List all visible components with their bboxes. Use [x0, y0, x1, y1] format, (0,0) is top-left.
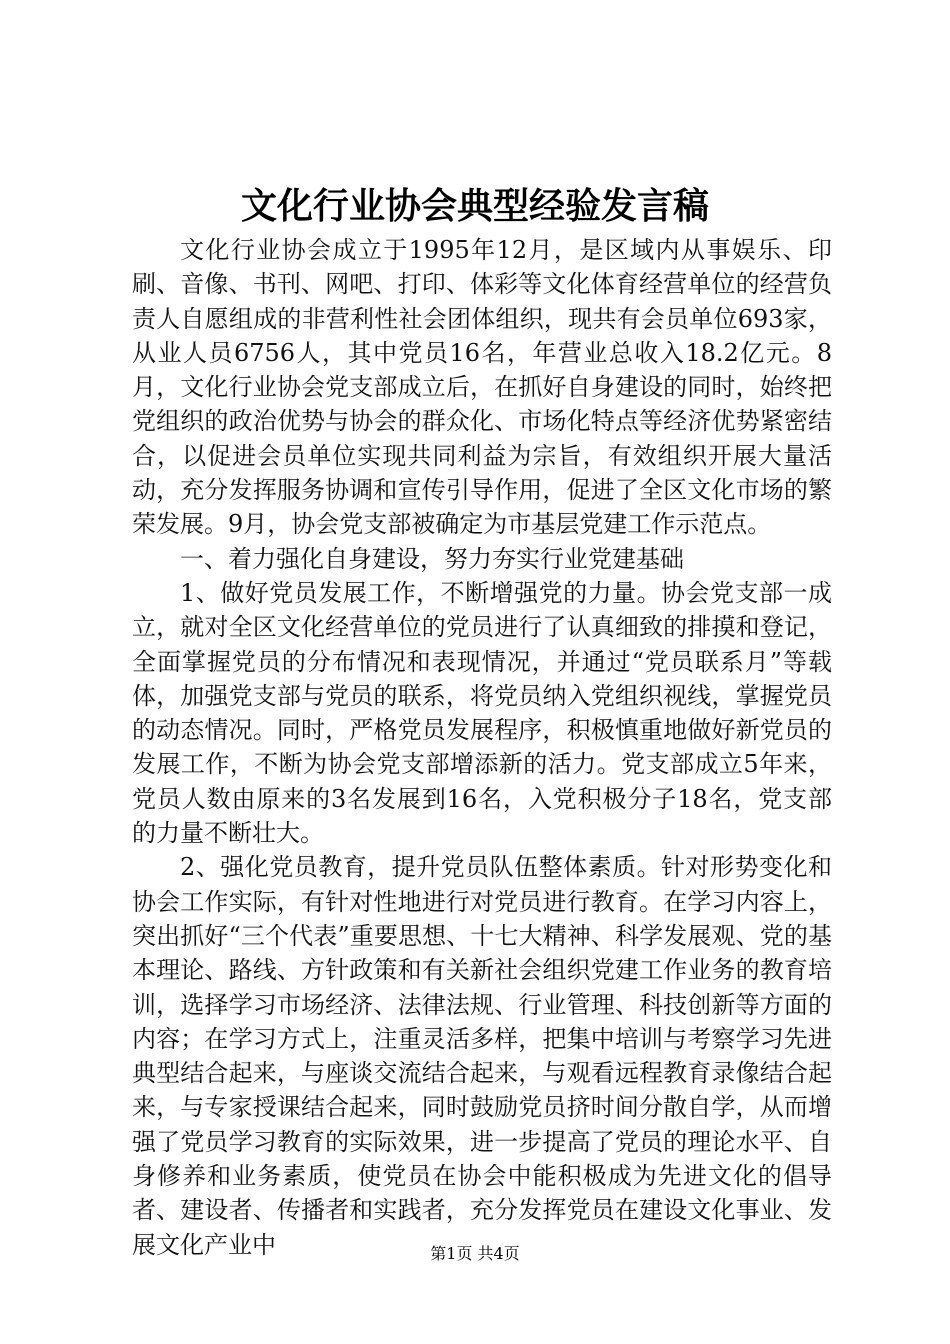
section-heading-1: 一、着力强化自身建设，努力夯实行业党建基础 — [180, 544, 684, 573]
paragraph-item-2: 2、强化党员教育，提升党员队伍整体素质。针对形势变化和协会工作实际，有针对性地进行对党员进行教育。在学习内容上，突出抓好“三个代表”重要思想、十七大精神、科学发展观、党的基本理论、路线、方针政策和有关新社会组织党建工作业务的教育培训，选择学习市场经济、法律法规、行业管理、科技创新等方面的内容；在学习方式上，注重灵活多样，把集中培训与考察学习先进典型结合起来，与座谈交流结合起来，与观看远程教育录像结合起来，与专家授课结合起来，同时鼓励党员挤时间分散自学，从而增强了党员学习教育的实际效果，进一步提高了党员的理论水平、自身修养和业务素质，使党员在协会中能积极成为先进文化的倡导者、建设者、传播者和实践者，充分发挥党员在建设文化事业、发展文化产业中 — [132, 853, 832, 1259]
document-title: 文化行业协会典型经验发言稿 — [240, 186, 709, 227]
document-body — [132, 233, 832, 1262]
page-number-footer: 第1页 共4页 — [430, 1244, 520, 1263]
paragraph-intro: 文化行业协会成立于1995年12月，是区域内从事娱乐、印刷、音像、书刊、网吧、打印、体彩等文化体育经营单位的经营负责人自愿组成的非营利性社会团体组织，现共有会员单位693家，从业人员6756人，其中党员16名，年营业总收入18.2亿元。8月，文化行业协会党支部成立后，在抓好自身建设的同时，始终把党组织的政治优势与协会的群众化、市场化特点等经济优势紧密结合，以促进会员单位实现共同利益为宗旨，有效组织开展大量活动，充分发挥服务协调和宣传引导作用，促进了全区文化市场的繁荣发展。9月，协会党支部被确定为市基层党建工作示范点。 — [132, 236, 832, 539]
paragraph-item-1: 1、做好党员发展工作，不断增强党的力量。协会党支部一成立，就对全区文化经营单位的党员进行了认真细致的排摸和登记，全面掌握党员的分布情况和表现情况，并通过“党员联系月”等载体，加强党支部与党员的联系，将党员纳入党组织视线，掌握党员的动态情况。同时，严格党员发展程序，积极慎重地做好新党员的发展工作，不断为协会党支部增添新的活力。党支部成立5年来，党员人数由原来的3名发展到16名，入党积极分子18名，党支部的力量不断壮大。 — [132, 578, 832, 848]
